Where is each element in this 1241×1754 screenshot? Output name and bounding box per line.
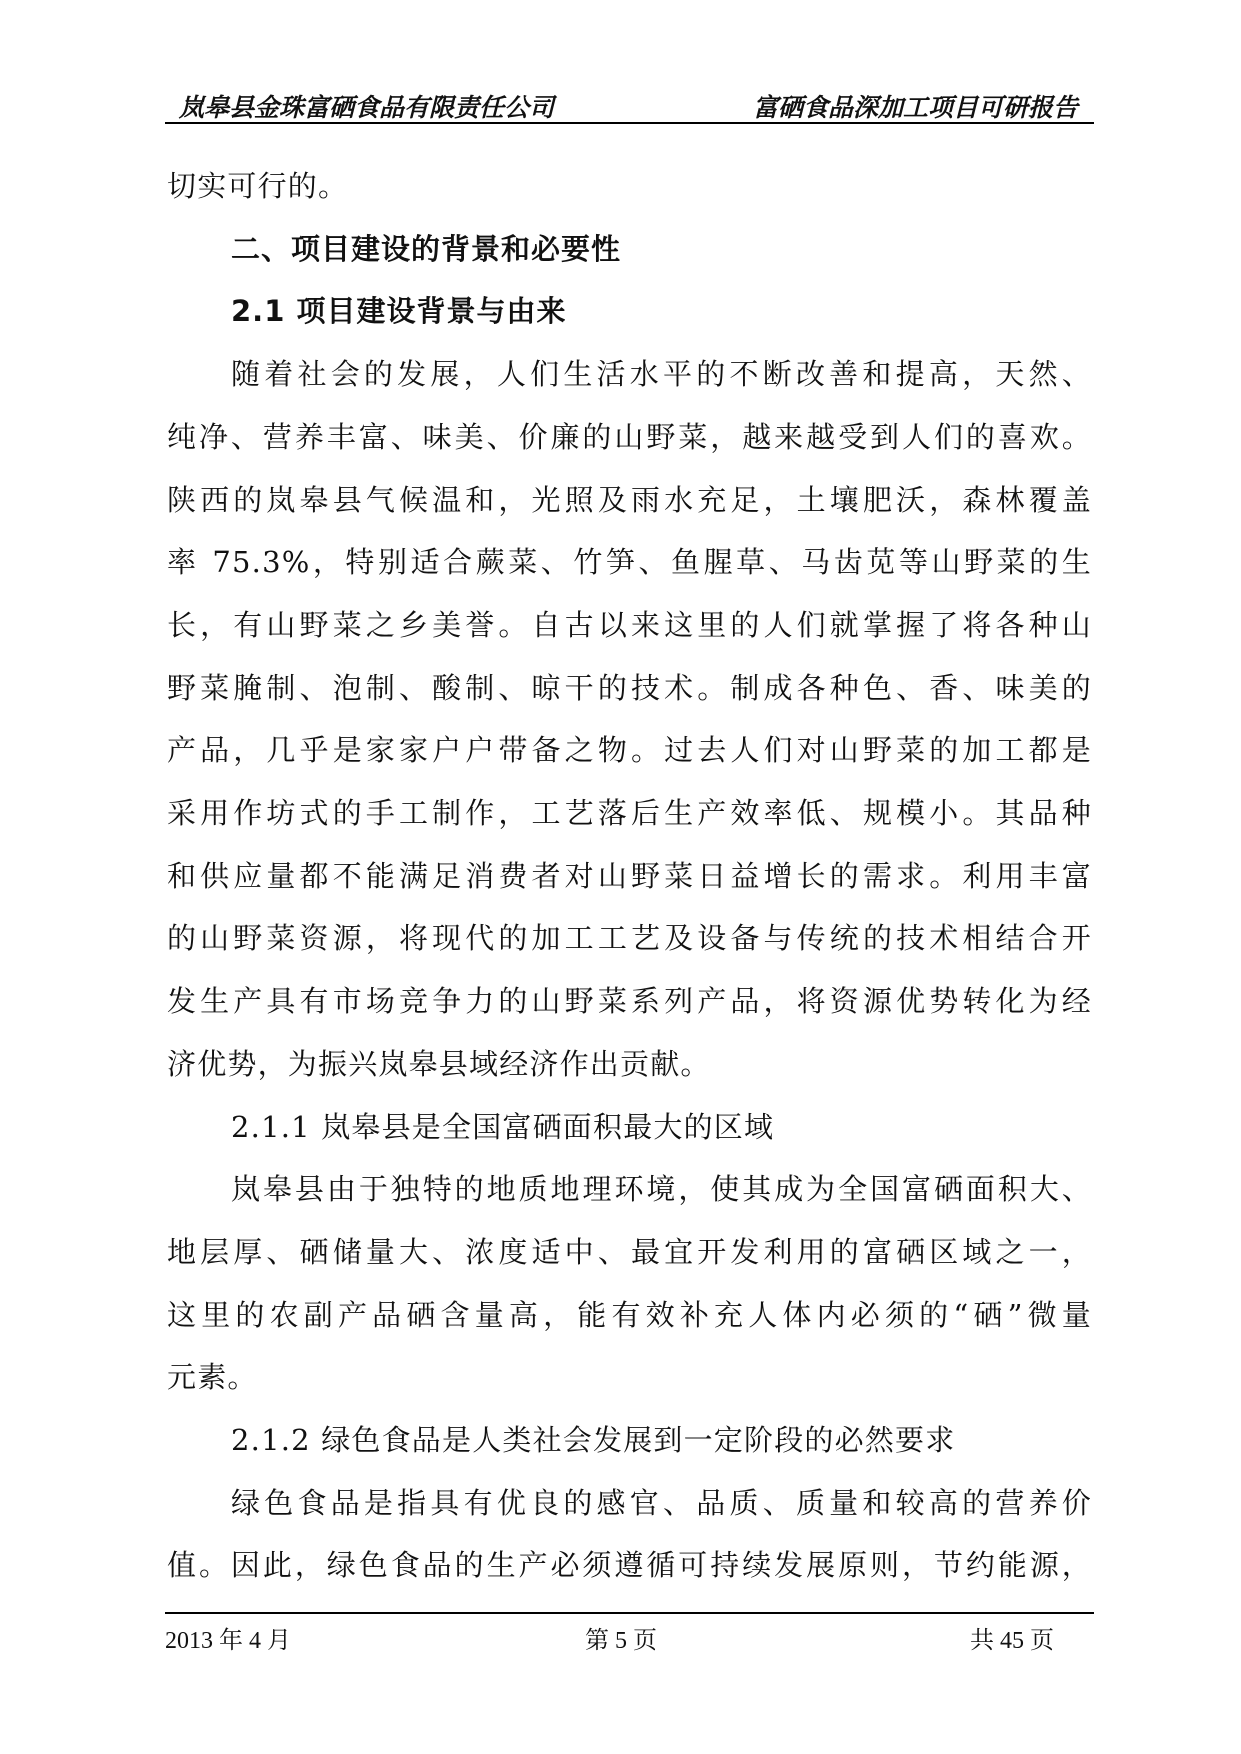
text-line: 采用作坊式的手工制作，工艺落后生产效率低、规模小。其品种 (167, 796, 1092, 831)
text-line: 济优势，为振兴岚皋县域经济作出贡献。 (167, 1046, 711, 1081)
paragraph-continuation: 切实可行的。 (167, 169, 349, 203)
subsection-heading: 2.1 项目建设背景与由来 (231, 294, 567, 329)
paragraph-background (167, 343, 1092, 1095)
paragraph-selenium (167, 1158, 1092, 1409)
text-line: 率 75.3%，特别适合蕨菜、竹笋、鱼腥草、马齿苋等山野菜的生 (167, 545, 1092, 580)
text-line: 陕西的岚皋县气候温和，光照及雨水充足，土壤肥沃，森林覆盖 (167, 482, 1092, 517)
header-report-title: 富硒食品深加工项目可研报告 (752, 93, 1078, 122)
subsubsection-heading-1: 2.1.1 岚皋县是全国富硒面积最大的区域 (231, 1109, 775, 1144)
footer-total-pages: 共 45 页 (970, 1628, 1054, 1654)
text-line: 的山野菜资源，将现代的加工工艺及设备与传统的技术相结合开 (167, 921, 1092, 956)
text-line: 发生产具有市场竞争力的山野菜系列产品，将资源优势转化为经 (167, 984, 1092, 1019)
text-line: 这里的农副产品硒含量高，能有效补充人体内必须的“硒”微量 (167, 1297, 1092, 1332)
paragraph-green-food (167, 1472, 1092, 1597)
text-line: 地层厚、硒储量大、浓度适中、最宜开发利用的富硒区域之一， (167, 1234, 1092, 1269)
section-heading: 二、项目建设的背景和必要性 (231, 231, 622, 266)
footer-rule (165, 1612, 1094, 1614)
text-line: 产品，几乎是家家户户带备之物。过去人们对山野菜的加工都是 (167, 733, 1092, 768)
text-line: 值。因此，绿色食品的生产必须遵循可持续发展原则，节约能源， (167, 1548, 1092, 1583)
page-header (165, 84, 1094, 126)
text-line: 纯净、营养丰富、味美、价廉的山野菜，越来越受到人们的喜欢。 (167, 419, 1092, 454)
footer-page-number: 第 5 页 (585, 1628, 657, 1654)
text-line: 随着社会的发展，人们生活水平的不断改善和提高，天然、 (231, 357, 1092, 392)
text-line: 元素。 (167, 1360, 258, 1395)
text-line: 长，有山野菜之乡美誉。自古以来这里的人们就掌握了将各种山 (167, 607, 1092, 642)
text-line: 绿色食品是指具有优良的感官、品质、质量和较高的营养价 (231, 1485, 1092, 1520)
page-footer (165, 1620, 1094, 1654)
document-body (167, 155, 1092, 1597)
text-line: 岚皋县由于独特的地质地理环境，使其成为全国富硒面积大、 (231, 1172, 1092, 1207)
text-line: 野菜腌制、泡制、酸制、晾干的技术。制成各种色、香、味美的 (167, 670, 1092, 705)
header-company: 岚皋县金珠富硒食品有限责任公司 (179, 93, 555, 122)
text-line: 和供应量都不能满足消费者对山野菜日益增长的需求。利用丰富 (167, 858, 1092, 893)
subsubsection-heading-2: 2.1.2 绿色食品是人类社会发展到一定阶段的必然要求 (231, 1423, 956, 1458)
header-rule (165, 122, 1094, 124)
footer-date: 2013 年 4 月 (165, 1628, 291, 1654)
